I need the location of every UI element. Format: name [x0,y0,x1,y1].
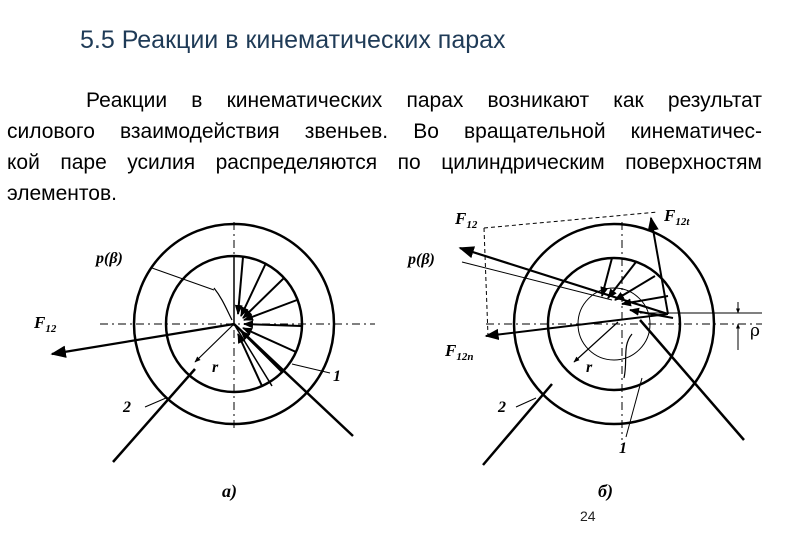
figure-a-pressure-arrows [238,257,301,386]
page-number: 24 [580,508,596,524]
figure-a-force-f12-arrow [52,324,234,354]
figure-b [406,206,762,502]
figure-b-force-n-label: $F_{12n}$ [445,341,474,363]
figure-b-label-2: 2 [498,399,506,416]
figure-a-label-2: 2 [123,399,131,416]
figure-b-radius-arrow [574,322,618,362]
figure-a-pressure-label: p(β) [96,250,123,267]
figure-b-force-t-label: $F_{12t}$ [664,206,690,228]
figure-b-link1-arm-right [640,320,744,440]
figure-b-pressure-label: p(β) [408,251,435,268]
figure-b-pressure-leader [462,262,612,300]
figure-a-pressure-curve [214,288,232,320]
paragraph-line-1: Реакции в кинематических парах возникают как результат [86,89,762,112]
figure-b-label-1: 1 [619,440,627,457]
figure-b-rho-label: ρ [750,321,760,341]
paragraph-line-3: кой паре усилия распределяются по цилиндрическим поверхностям [7,151,762,174]
figure-b-caption: б) [598,481,613,501]
figure-b-force-label: $F_{12}$ [455,209,478,231]
figure-a-pressure-leader [152,268,214,290]
figure-a [33,222,375,502]
figure-a-radius-label: r [212,359,219,376]
figure-b-link2-arm-left [483,384,552,465]
figure-a-force-label: $F_{12}$ [34,313,57,335]
figure-b-radius-label: r [586,359,593,376]
figure-a-caption: а) [222,481,237,501]
figure-a-label-1: 1 [333,368,341,385]
figure-b-force-f12-arrow [460,248,668,314]
paragraph-line-2: силового взаимодействия звеньев. Во вращательной кинематичес- [7,120,762,143]
figure-b-force-f12t-arrow [651,218,668,314]
paragraph-line-4: элементов. [7,182,117,205]
slide-title: 5.5 Реакции в кинематических парах [80,26,506,54]
